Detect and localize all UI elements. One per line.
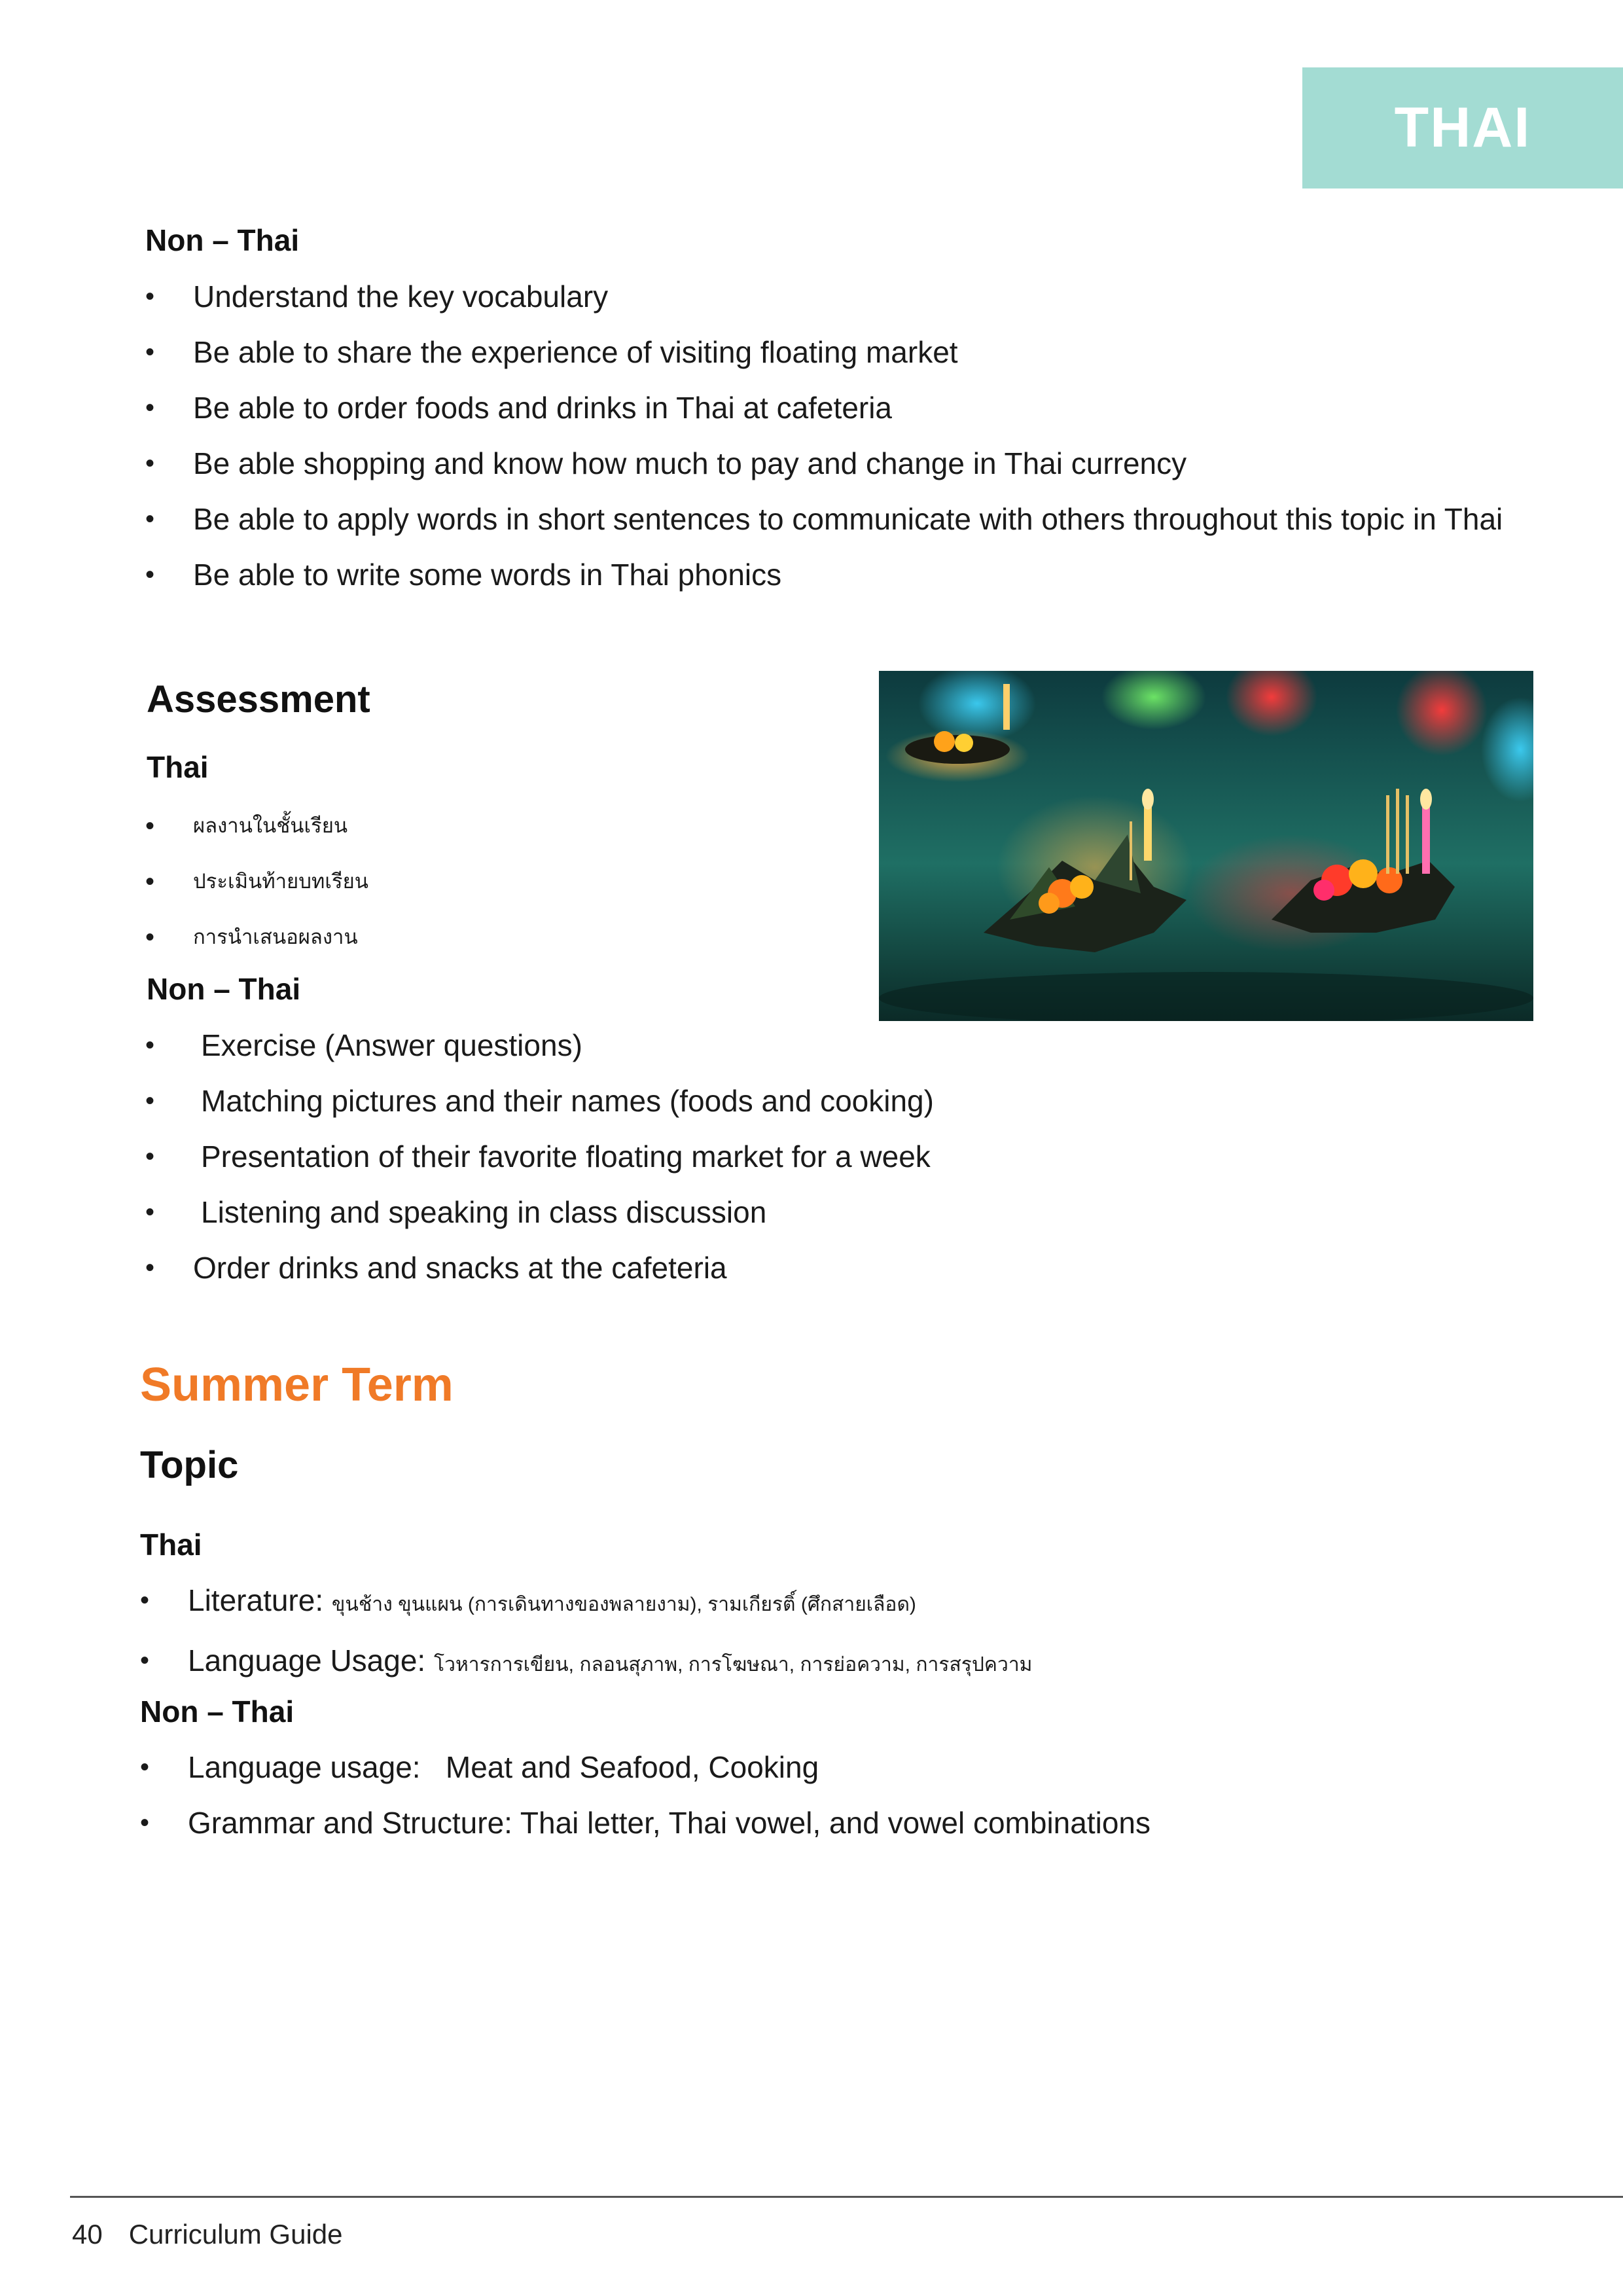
summer-thai-list: [140, 1583, 1514, 1703]
list-item: • Exercise (Answer questions): [145, 1028, 582, 1062]
list-item: • Be able to share the experience of visiting floating market: [145, 335, 958, 369]
list-item: • ประเมินท้ายบทเรียน: [145, 864, 832, 899]
bullet-icon: •: [145, 1142, 155, 1171]
bullet-icon: •: [145, 449, 155, 478]
objectives-list: [145, 279, 1520, 613]
bullet-icon: •: [145, 560, 155, 589]
bullet-icon: •: [145, 505, 155, 533]
list-item: • Be able to apply words in short sentences to communicate with others throughout this topic in Thai: [145, 502, 1503, 536]
bullet-icon: •: [145, 923, 155, 952]
list-item: • Literature: ขุนช้าง ขุนแผน (การเดินทางของพลายงาม), รามเกียรติ์ (ศึกสายเลือด): [140, 1583, 916, 1617]
assessment-nonthai-heading: Non – Thai: [147, 972, 301, 1006]
list-item: • Matching pictures and their names (foods and cooking): [145, 1084, 934, 1118]
bullet-icon: •: [145, 1253, 155, 1282]
assessment-thai-heading: Thai: [147, 750, 209, 784]
list-item: • Listening and speaking in class discussion: [145, 1195, 767, 1229]
list-item: • Be able to order foods and drinks in Thai at cafeteria: [145, 391, 893, 425]
list-item: • Grammar and Structure: Thai letter, Thai vowel, and vowel combinations: [140, 1806, 1150, 1840]
list-item: • Language Usage: โวหารการเขียน, กลอนสุภาพ, การโฆษณา, การย่อความ, การสรุปความ: [140, 1643, 1033, 1677]
floating-krathong-photo: [879, 671, 1533, 1021]
assessment-nonthai-list: [145, 1028, 1192, 1306]
list-item: • Order drinks and snacks at the cafeteria: [145, 1251, 727, 1285]
section-tab-label: THAI: [1394, 96, 1531, 159]
bullet-icon: •: [140, 1808, 150, 1837]
bullet-icon: •: [145, 1086, 155, 1115]
assessment-title: Assessment: [147, 678, 370, 721]
topic-title: Topic: [140, 1444, 239, 1486]
bullet-icon: •: [145, 393, 155, 422]
bullet-icon: •: [140, 1753, 150, 1782]
list-item: • Presentation of their favorite floating market for a week: [145, 1139, 931, 1174]
bullet-icon: •: [145, 1031, 155, 1060]
objectives-nonthai-heading: Non – Thai: [145, 223, 300, 257]
section-tab: [1302, 67, 1623, 188]
list-item: • Be able shopping and know how much to pay and change in Thai currency: [145, 446, 1187, 480]
footer-divider: [70, 2196, 1623, 2198]
bullet-icon: •: [145, 867, 155, 896]
summer-nonthai-list: [140, 1749, 1514, 1861]
summer-term-title: Summer Term: [140, 1359, 454, 1411]
list-item: • Be able to write some words in Thai phonics: [145, 558, 782, 592]
bullet-icon: •: [140, 1586, 150, 1615]
page-number: 40: [72, 2219, 103, 2250]
list-item: • Language usage: Meat and Seafood, Cooking: [140, 1750, 819, 1784]
assessment-thai-list: [145, 808, 832, 975]
bullet-icon: •: [145, 1198, 155, 1227]
list-item: • ผลงานในชั้นเรียน: [145, 808, 832, 844]
list-item: • การนำเสนอผลงาน: [145, 920, 832, 955]
bullet-icon: •: [140, 1646, 150, 1675]
bullet-icon: •: [145, 812, 155, 840]
summer-nonthai-heading: Non – Thai: [140, 1695, 294, 1729]
footer-title: Curriculum Guide: [128, 2219, 343, 2250]
footer: [72, 2219, 343, 2250]
summer-thai-heading: Thai: [140, 1528, 202, 1562]
bullet-icon: •: [145, 282, 155, 311]
bullet-icon: •: [145, 338, 155, 367]
list-item: • Understand the key vocabulary: [145, 279, 609, 314]
